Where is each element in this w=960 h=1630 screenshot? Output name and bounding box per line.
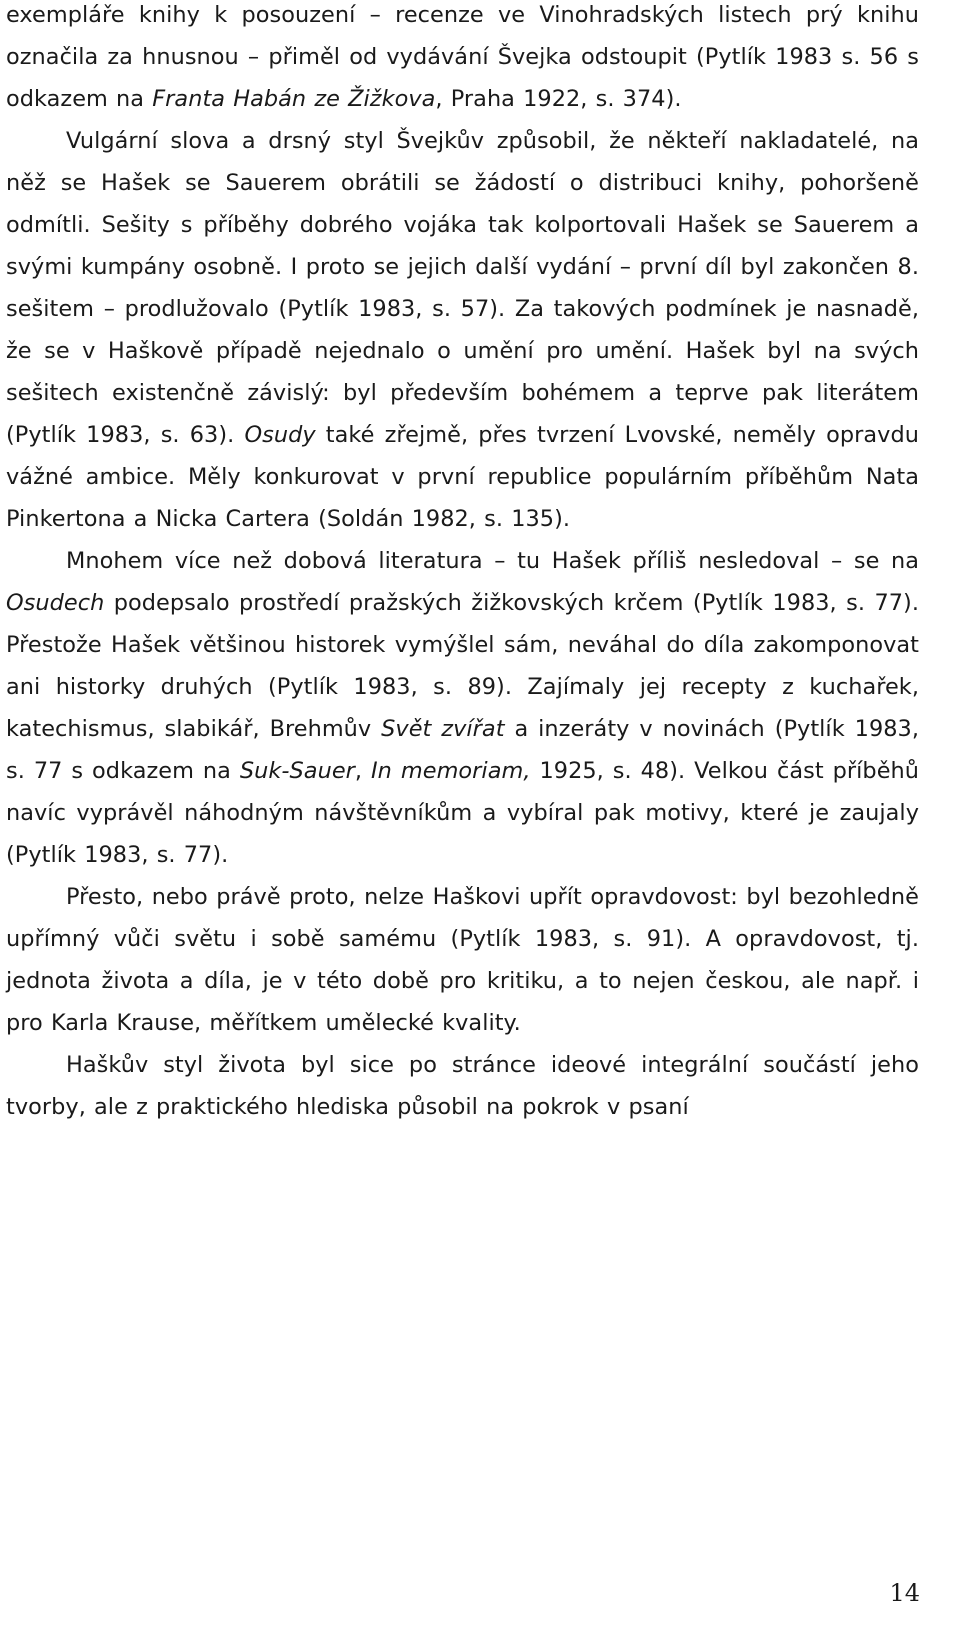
text-run: také zřejmě, přes tvrzení Lvovské, neměly opravdu vážné ambice. Měly konkurovat v první republice populárním příběhům Nata Pinkertona a Nicka Cartera (Soldán 1982, s. 135).: [6, 422, 919, 532]
text-run: Vulgární slova a drsný styl Švejkův způsobil, že někteří nakladatelé, na něž se Hašek se Sauerem obrátili se žádostí o distribuci knihy, pohoršeně odmítli. Sešity s příběhy dobrého vojáka tak kolportovali Hašek se Sauerem a svými kumpány osobně. I proto se jejich další vydání – první díl byl zakončen 8. sešitem – prodlužovalo (Pytlík 1983, s. 57). Za takových podmínek je nasnadě, že se v Haškově případě nejednalo o umění pro umění. Hašek byl na svých sešitech existenčně závislý: byl především bohémem a teprve pak literátem (Pytlík 1983, s. 63).: [6, 128, 919, 448]
italic-text: In memoriam,: [371, 758, 531, 784]
body-text: [6, 0, 919, 1128]
text-run: , Praha 1922, s. 374).: [435, 86, 682, 112]
text-run: Haškův styl života byl sice po stránce ideové integrální součástí jeho tvorby, ale z praktického hlediska působil na pokrok v psaní: [6, 1052, 919, 1120]
page-number: 14: [889, 1579, 920, 1607]
text-run: podepsalo prostředí pražských žižkovských krčem (Pytlík 1983, s. 77). Přestože Hašek většinou historek vymýšlel sám, neváhal do díla zakomponovat ani historky druhých (Pytlík 1983, s. 89). Zajímaly jej recepty z kuchařek, katechismus, slabikář, Brehmův: [6, 590, 919, 742]
text-run: Přesto, nebo právě proto, nelze Haškovi upřít opravdovost: byl bezohledně upřímný vůči světu i sobě samému (Pytlík 1983, s. 91). A opravdovost, tj. jednota života a díla, je v této době pro kritiku, a to nejen českou, ale např. i pro Karla Krause, měřítkem umělecké kvality.: [6, 884, 919, 1036]
text-run: 1925, s. 48). Velkou část příběhů navíc vyprávěl náhodným návštěvníkům a vybíral pak motivy, které je zaujaly (Pytlík 1983, s. 77).: [6, 758, 920, 868]
italic-text: Osudech: [6, 590, 105, 616]
italic-text: Suk-Sauer: [239, 758, 355, 784]
text-run: Mnohem více než dobová literatura – tu Hašek příliš nesledoval – se na: [66, 548, 919, 574]
document-page: [6, 0, 919, 1128]
paragraph: [6, 0, 919, 120]
paragraph: [6, 1044, 919, 1128]
italic-text: Franta Habán ze Žižkova: [152, 86, 436, 112]
italic-text: Osudy: [244, 422, 316, 448]
text-run: ,: [354, 758, 372, 784]
italic-text: Svět zvířat: [381, 716, 505, 742]
text-run: exempláře knihy k posouzení – recenze ve Vinohradských listech prý knihu označila za hnusnou – přiměl od vydávání Švejka odstoupit (Pytlík 1983 s. 56 s odkazem na: [6, 2, 919, 112]
paragraph: [6, 876, 919, 1044]
paragraph: [6, 120, 919, 540]
paragraph: [6, 540, 919, 876]
text-run: a inzeráty v novinách (Pytlík 1983, s. 77 s odkazem na: [6, 716, 919, 784]
